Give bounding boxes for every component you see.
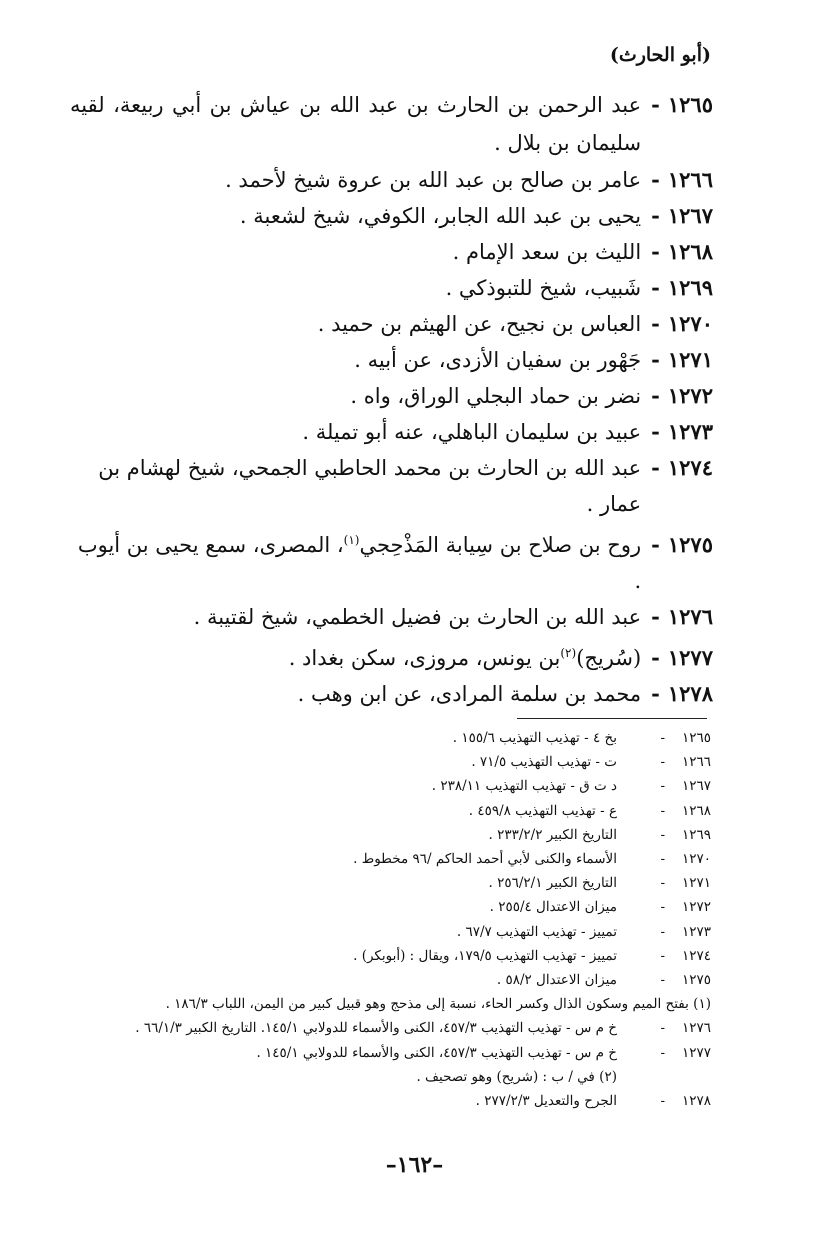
entry-dash: - [651,604,660,629]
entry-row [70,86,713,162]
footnote-text: ميزان الاعتدال ٥٨/٢ . [496,972,617,989]
footnote-text: خ م س - تهذيب التهذيب ٤٥٧/٣، الكنى والأسماء للدولابي ١٤٥/١. التاريخ الكبير ٦٦/١/٣ . [135,1020,617,1037]
entry-text: عبد الله بن الحارث بن فضيل الخطمي، شيخ لقتيبة . [193,605,642,629]
entry-row [70,635,713,676]
entry-number: ١٢٧١ [667,347,713,372]
entry-dash: - [651,311,660,336]
entry-text: الليث بن سعد الإمام . [452,240,642,264]
entry-text: عامر بن صالح بن عبد الله بن عروة شيخ لأحمد . [225,168,642,192]
footnote-number: ١٢٧١ [681,875,711,892]
entry-row [70,234,713,270]
footnote-row [70,871,711,895]
entry-text-part: بن يونس، مروزى، سكن بغداد . [288,646,561,670]
footnote-text: تمييز - تهذيب التهذيب ٦٧/٧ . [456,923,617,940]
footnote-dash: - [660,826,665,843]
entry-dash: - [651,275,660,300]
entry-text-part: روح بن صلاح بن سِيابة المَذْحِجي [359,533,642,557]
footnote-text: (١) بفتح الميم وسكون الذال وكسر الحاء، نسبة إلى مذحج وهو قبيل كبير من اليمن، اللباب ١٨٦/٣ . [165,996,711,1013]
entry-row [70,599,713,635]
footnote-number: ١٢٧٧ [681,1044,711,1061]
footnote-row [70,823,711,847]
entry-dash: - [651,532,660,557]
footnote-row [70,968,711,992]
footnote-dash: - [660,947,665,964]
footnote-dash: - [660,1044,665,1061]
entry-text [70,635,641,676]
entry-number: ١٢٧٥ [667,532,713,557]
footnote-number: ١٢٦٩ [681,826,711,843]
footnote-number: ١٢٧٢ [681,899,711,916]
entry-text: جَهْور بن سفيان الأزدى، عن أبيه . [354,348,642,372]
footnote-text: التاريخ الكبير ٢٣٣/٢/٢ . [488,826,617,843]
footnote-number: ١٢٧٣ [681,923,711,940]
entry-dash: - [651,203,660,228]
entry-number: ١٢٦٩ [667,275,713,300]
footnote-row [70,992,711,1016]
footnote-text: ت - تهذيب التهذيب ٧١/٥ . [471,754,617,771]
footnote-dash: - [660,730,665,746]
entry-row [70,270,713,306]
footnote-dash: - [660,899,665,916]
entry-dash: - [651,455,660,480]
entry-number: ١٢٧٦ [667,604,713,629]
entry-text: محمد بن سلمة المرادى، عن ابن وهب . [297,682,642,706]
entry-number: ١٢٧٨ [667,681,713,706]
footnote-text: (٢) في / ب : (شريح) وهو تصحيف . [416,1068,617,1085]
footnote-row [70,1065,711,1089]
entry-row [70,378,713,414]
footnote-row [70,774,711,798]
entry-dash: - [651,419,660,444]
footnote-number: ١٢٧٤ [681,947,711,964]
footnote-text: ع - تهذيب التهذيب ٤٥٩/٨ . [468,802,617,819]
entry-number: ١٢٧٠ [667,311,713,336]
footnote-row [70,847,711,871]
entry-row [70,342,713,378]
footnote-number: ١٢٦٧ [681,778,711,795]
entry-number: ١٢٦٧ [667,203,713,228]
entry-dash: - [651,92,660,117]
entry-row [70,522,713,599]
footnote-number: ١٢٧٨ [681,1093,711,1110]
footnote-number: ١٢٧٦ [681,1020,711,1037]
footnote-text: الجرح والتعديل ٢٧٧/٢/٣ . [475,1093,617,1110]
footnote-dash: - [660,1020,665,1037]
entries-list [70,86,713,712]
entry-dash: - [651,167,660,192]
entry-text: عبد الرحمن بن الحارث بن عبد الله بن عياش بن أبي ربيعة، لقيه سليمان بن بلال . [70,93,642,155]
footnote-row [70,920,711,944]
entry-dash: - [651,347,660,372]
footnote-text: التاريخ الكبير ٢٥٦/٢/١ . [488,875,617,892]
footnote-number: ١٢٧٥ [681,972,711,989]
entry-number: ١٢٧٧ [667,645,713,670]
footnote-marker: (١) [343,533,360,547]
footnote-text: د ت ق - تهذيب التهذيب ٢٣٨/١١ . [431,778,617,795]
footnote-number: ١٢٦٥ [681,730,711,746]
footnotes-list [70,726,711,1113]
entry-number: ١٢٧٤ [667,455,713,480]
footnote-row [70,1089,711,1113]
entry-number: ١٢٦٦ [667,167,713,192]
entry-dash: - [651,645,660,670]
entry-text: يحيى بن عبد الله الجابر، الكوفي، شيخ لشعبة . [239,204,642,228]
page-number-value: ١٦٢ [396,1152,433,1178]
entry-text: عبيد بن سليمان الباهلي، عنه أبو تميلة . [302,420,642,444]
entry-text-part: (سُريج) [576,646,642,670]
footnote-row [70,726,711,750]
footnote-text: خ م س - تهذيب التهذيب ٤٥٧/٣، الكنى والأسماء للدولابي ١٤٥/١ . [256,1044,617,1061]
entry-text [70,522,641,599]
section-header: (أبو الحارث) [609,44,711,66]
footnote-dash: - [660,851,665,868]
footnote-row [70,750,711,774]
entry-dash: - [651,681,660,706]
footnote-row [70,799,711,823]
footnote-number: ١٢٦٦ [681,754,711,771]
entry-dash: - [651,239,660,264]
entry-dash: - [651,383,660,408]
footnote-number: ١٢٧٠ [681,851,711,868]
entry-text: نضر بن حماد البجلي الوراق، واه . [350,384,642,408]
footnote-dash: - [660,923,665,940]
footnote-row [70,895,711,919]
footnote-dash: - [660,754,665,771]
entry-row [70,198,713,234]
footnote-dash: - [660,802,665,819]
footnote-marker: (٢) [560,646,577,660]
page-number-dash-left: – [432,1152,444,1178]
footnote-text: الأسماء والكنى لأبي أحمد الحاكم /٩٦ مخطوط . [353,851,617,868]
entry-number: ١٢٦٥ [667,92,713,117]
footnote-text: تمييز - تهذيب التهذيب ١٧٩/٥، ويقال : (أبوبكر) . [353,947,617,964]
footnote-dash: - [660,875,665,892]
footnote-rule [517,718,707,719]
entry-number: ١٢٧٣ [667,419,713,444]
footnote-dash: - [660,972,665,989]
entry-number: ١٢٦٨ [667,239,713,264]
footnote-text: ميزان الاعتدال ٢٥٥/٤ . [489,899,617,916]
entry-row [70,450,713,522]
page-number-dash-right: – [385,1152,397,1178]
footnote-text: بخ ٤ - تهذيب التهذيب ١٥٥/٦ . [452,730,617,746]
entry-text-part: ، المصرى، سمع يحيى بن أيوب . [77,533,642,593]
entry-text: العباس بن نجيح، عن الهيثم بن حميد . [317,312,642,336]
footnote-dash: - [660,1093,665,1110]
entry-row [70,162,713,198]
entry-row [70,676,713,712]
entry-text: شَبيب، شيخ للتبوذكي . [445,276,642,300]
footnote-row [70,944,711,968]
footnote-row [70,1041,711,1065]
footnote-number: ١٢٦٨ [681,802,711,819]
footnote-dash: - [660,778,665,795]
entry-number: ١٢٧٢ [667,383,713,408]
entry-text: عبد الله بن الحارث بن محمد الحاطبي الجمحي، شيخ لهشام بن عمار . [98,456,642,516]
page-number [0,1152,829,1178]
entry-row [70,414,713,450]
entry-row [70,306,713,342]
footnote-row [70,1016,711,1040]
